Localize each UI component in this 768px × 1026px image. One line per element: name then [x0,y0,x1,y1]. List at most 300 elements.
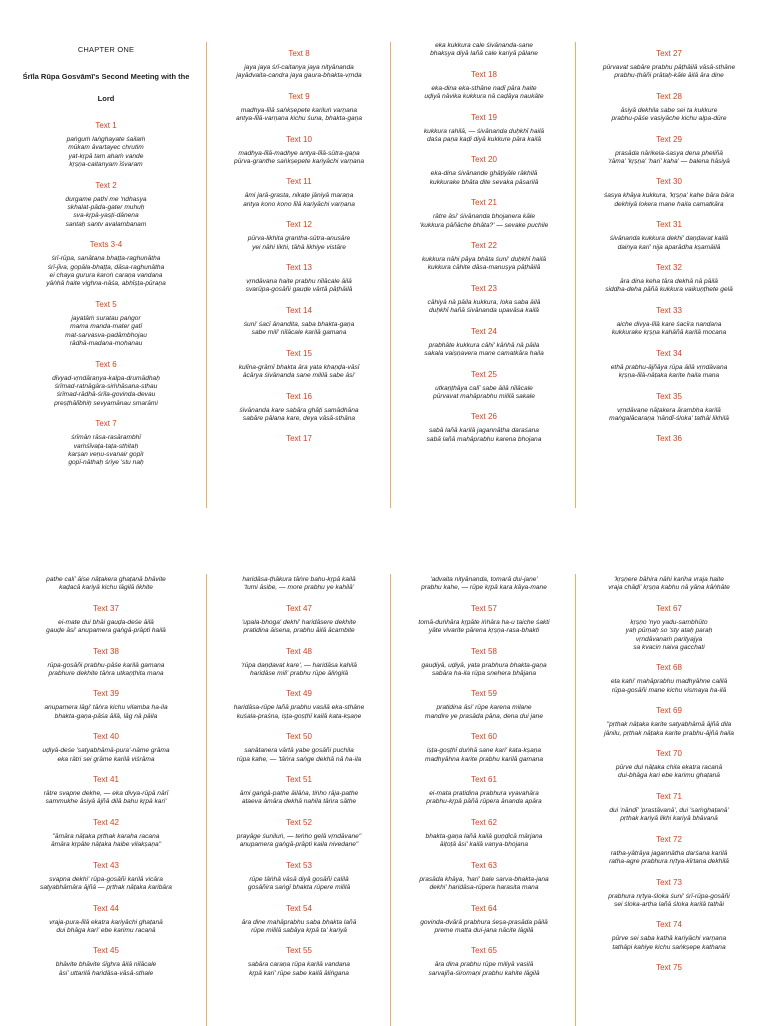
verse-line: pūrve dui nāṭaka chila ekatra racanā [615,764,723,772]
verse-line: prasāda nārikela-śasya dena pheliñā [615,149,723,157]
text-number-heading: Text 34 [656,348,682,358]
text-column [16,572,196,1024]
verse-line: ei-mata pratidina prabhura vyavahāra [429,790,539,798]
text-number-heading: Text 62 [471,817,497,827]
verse-line: dui-bhāga kari ebe karimu ghaṭanā [618,772,720,780]
verse-line: 'rūpa daṇḍavat kare', — haridāsa kahilā [241,661,357,669]
verse-line: kukkurake kṛṣṇa kahāñā karilā mocana [611,329,727,337]
verse-line: daśa paṇa kaḍi diyā kukkure pāra kailā [427,136,541,144]
verse-line: tathāpi kahiye kichu saṅkṣepe kathana [612,943,726,951]
verse-line: bhakta-gaṇa lañā kailā guṇḍicā mārjana [425,832,543,840]
column-divider [390,42,391,508]
verse-line: kṛṣṇa-līlā-nāṭaka karite haila mana [618,372,720,380]
text-number-heading: Text 41 [93,775,119,785]
verse-line: kulīna-grāmī bhakta āra yata khaṇḍa-vāsī [238,363,360,371]
text-number-heading: Text 5 [95,299,117,309]
verse-block [399,170,569,187]
text-number-heading: Text 28 [656,91,682,101]
text-number-heading: Text 11 [286,177,312,187]
verse-block [399,961,569,978]
text-number-heading: Text 16 [286,391,312,401]
verse-line: santaḥ santv avalambanam [65,220,147,228]
verse-block [20,876,192,893]
verse-block [214,192,384,209]
verse-line: tomā-duṅhāra kṛpāte iṅhāra ha-u taiche śakti [418,618,550,626]
verse-line: kukkura cāhite dāsa-manuṣya pāṭhāilā [427,264,541,272]
verse-line: prasāda khāya, 'hari' bale sarva-bhakta-jana [419,875,549,883]
text-number-heading: Text 35 [656,391,682,401]
verse-continuation [399,576,569,593]
verse-line: āmi jarā-grasta, nikaṭe jāniyā maraṇa [244,192,354,200]
verse-line: kukkura nāhi pāya bhāta śuni' duḥkhī hailā [421,256,547,264]
verse-line: antya kono kono līlā kariyāchi varṇana [243,200,355,208]
verse-line: śasya khāya kukkura, 'kṛṣṇa' kahe bāra bāra [603,192,735,200]
text-number-heading: Texts 3-4 [89,240,123,250]
verse-line: pūrvavat sabāre prabhu pāṭhāilā vāsā-sthāne [602,64,736,71]
verse-line: rūpa-gosāñi mane kichu vismaya ha-ilā [611,686,727,694]
verse-continuation [214,576,384,593]
verse-block [399,662,569,679]
verse-line: rūpa kahe, — 'tāṅra saṅge dekhā nā ha-ila [236,755,362,763]
verse-line: pratidina āisena, prabhu āilā ācambite [243,627,355,635]
verse-line: yat-kṛpā tam ahaṁ vande [68,152,144,160]
verse-line: prayāge śuniluṅ, — teṅho gelā vṛndāvane" [236,832,362,840]
column-divider [206,574,207,1026]
text-number-heading: Text 74 [656,920,682,930]
verse-line: 'kṛṣṇere bāhira nāhi kariha vraja haite [614,576,724,583]
verse-line: pratidina āsi' rūpe karena milane [436,704,532,712]
text-number-heading: Text 8 [288,49,310,58]
column-divider [390,574,391,1026]
text-number-heading: Text 42 [93,817,119,827]
text-number-heading: Text 32 [656,263,682,273]
text-number-heading: Text 21 [471,198,497,208]
verse-line: 'advaita nityānanda, tomarā dui-jane' [430,576,538,583]
text-number-heading: Text 60 [471,732,497,742]
verse-line: prabhāte kukkura cāhi' kāṅhā nā pāila [428,341,540,349]
verse-block [214,704,384,721]
verse-block [399,299,569,316]
verse-block [214,919,384,936]
verse-block [214,150,384,167]
text-number-heading: Text 13 [286,263,312,273]
text-number-heading: Text 70 [656,749,682,759]
verse-continuation [584,576,754,593]
verse-line: kṛṣṇa-caitanyam īśvaram [69,161,143,169]
verse-line: prabhu-kṛpā pāñā rūpera ānanda apāra [426,798,542,806]
text-number-heading: Text 29 [656,134,682,144]
verse-line: śrī-jīva, gopāla-bhaṭṭa, dāsa-raghunātha [47,263,165,271]
verse-line: eka-dina eka-sthāne nadī pāra haite [431,84,537,92]
verse-line: duḥkhī hañā śivānanda upavāsa kailā [429,307,539,315]
verse-line: eka kukkura cale śivānanda-sane [435,42,533,49]
verse-block [399,704,569,721]
verse-block [399,342,569,359]
verse-line: vraja chāḍi' kṛṣṇa kabhu nā yāna kāṅhāte [608,584,730,592]
verse-line: gauḍe āsi' anupamera gaṅgā-prāpti hailā [46,627,166,635]
text-number-heading: Text 9 [288,91,310,101]
verse-line: haridāsa-ṭhākura tāṅre bahu-kṛpā kailā [242,576,356,583]
verse-line: sabāra caraṇa rūpa karilā vandana [248,961,350,969]
verse-block [399,747,569,764]
text-number-heading: Text 71 [656,791,682,801]
verse-line: 'rāma' 'kṛṣṇa' 'hari' kaha' — balena hāsiyā [608,158,730,166]
verse-block [584,764,754,781]
text-number-heading: Text 10 [286,134,312,144]
verse-block [399,833,569,850]
verse-block [214,407,384,424]
verse-block [584,678,754,695]
verse-line: sabā lañā mahāprabhu karena bhojana [426,435,542,443]
verse-line: kṛṣṇo 'nyo yadu-sambhūto [630,618,708,626]
text-number-heading: Text 12 [286,220,312,230]
verse-line: prabhu-pāśe vasiyāche kichu alpa-dūre [611,115,727,123]
text-number-heading: Text 48 [286,646,312,656]
verse-line: dui 'nāndī' 'prastāvanā', dui 'saṁghaṭanā' [609,806,729,814]
verse-line: mandire ye prasāda pāna, dena dui jane [424,712,544,720]
verse-line: eka-dina śivānande ghāṭiyāle rākhilā [430,170,538,178]
verse-line: govinda-dvārā prabhura śeṣa-prasāda pāilā [420,918,548,926]
verse-line: pūrvavat mahāprabhu mililā sakale [433,392,535,400]
verse-line: 'upala-bhoga' dekhi' haridāsere dekhite [241,618,357,626]
verse-line: śuni' śacī ānandita, saba bhakta-gaṇa [243,320,355,328]
text-number-heading: Text 36 [656,434,682,444]
verse-line: āra dina prabhu rūpe miliyā vasilā [434,961,534,969]
chapter-heading: CHAPTER ONE [77,45,135,54]
text-number-heading: Text 52 [286,817,312,827]
verse-line: ethā prabhu-ājñāya rūpa āilā vṛndāvana [610,363,728,371]
verse-block [399,256,569,273]
verse-line: sabāra ha-ila rūpa snehera bhājana [431,670,537,678]
verse-line: śrīmān rāsa-rasārambhī [71,434,141,442]
verse-line: pṛthak kariyā likhi kariyā bhāvanā [620,815,718,823]
verse-line: āsi' uttarilā haridāsa-vāsā-sthale [58,969,154,977]
verse-line: iṣṭa-goṣṭhī duṅhā sane kari' kata-kṣaṇa [426,747,542,755]
verse-line: kukkurake bhāta dite sevaka pāsarilā [429,178,539,186]
text-number-heading: Text 40 [93,732,119,742]
verse-line: satyabhāmāra ājñā — pṛthak nāṭaka karibāra [40,884,172,892]
verse-block [214,235,384,252]
verse-block [584,850,754,867]
verse-line: antya-līlā-varṇana kichu śuna, bhakta-gaṇa [235,115,363,123]
verse-block [214,64,384,81]
verse-line: pathe cali' āise nāṭakera ghaṭanā bhāvite [46,576,166,583]
verse-line: pūrva-likhita grantha-sūtra-anusāre [247,235,351,243]
verse-line: "āmāra nāṭaka pṛthak karaha racana [52,832,160,840]
text-number-heading: Text 23 [471,283,497,293]
text-number-heading: Text 69 [656,706,682,716]
verse-line: sabāre pālana kare, deya vāsā-sthāna [242,414,356,422]
verse-block [399,85,569,102]
verse-block [584,150,754,167]
verse-line: rūpa-gosāñi prabhu-pāśe karilā gamana [47,661,165,669]
verse-block [584,807,754,824]
verse-line: bhakṣya diyā lañā cale kariyā pālane [430,50,538,58]
verse-line: skhalat-pāda-gater muhuḥ [67,204,145,212]
verse-line: dekhi' haridāsa-rūpera harasita mana [429,884,539,892]
text-number-heading: Text 73 [656,877,682,887]
verse-line: dainya kari' nija aparādha kṣamāilā [617,243,721,251]
verse-line: prabhu-ṭhāñi prātaḥ-kāle āilā āra dine [614,72,724,80]
verse-line: mūkam āvartayec chrutim [68,144,144,152]
verse-line: prabhu kahe, — rūpe kṛpā kara kāya-mane [421,584,547,592]
verse-line: madhya-līlā saṅkṣepete kariluṅ varṇana [240,106,358,114]
verse-continuation [20,576,192,593]
verse-line: āmāra kṛpāte nāṭaka haibe vilakṣaṇa" [50,841,162,849]
text-number-heading: Text 1 [95,121,117,130]
text-number-heading: Text 51 [286,775,312,785]
verse-line: eka rātri sei grāme karilā viśrāma [57,755,155,763]
text-number-heading: Text 37 [93,603,119,613]
verse-line: pūrva-granthe saṅkṣepete kariyāchi varṇana [233,158,365,166]
verse-block [399,385,569,402]
verse-line: durgame pathi me 'ndhasya [65,195,147,203]
verse-line: bhāvite bhāvite śīghra āilā nīlācale [55,961,157,969]
verse-line: preme matta dui-jana nācite lāgilā [434,926,534,934]
verse-line: kukkura rahilā, — śivānanda duḥkhī hailā [423,127,545,135]
column-divider [575,574,576,1026]
verse-line: sa kvacin naiva gacchati [633,644,705,652]
verse-line: gosāñira saṅgī bhakta rūpere mililā [247,884,351,892]
top-page [0,38,768,508]
verse-line: aiche divya-līlā kare śacīra nandana [616,320,722,328]
text-column [395,572,573,1024]
verse-line: āsiyā dekhila sabe sei ta kukkure [620,106,718,114]
verse-block [584,278,754,295]
text-number-heading: Text 65 [471,946,497,956]
text-number-heading: Text 2 [95,180,117,190]
verse-block [214,876,384,893]
verse-line: pūrve sei saba kathā kariyāchi varṇana [611,935,727,943]
verse-block [214,833,384,850]
verse-line: gopī-nāthaḥ śriye 'stu naḥ [68,459,144,467]
text-number-heading: Text 43 [93,860,119,870]
verse-line: vaṁśīvaṭa-taṭa-sthitaḥ [73,442,139,450]
text-number-heading: Text 61 [471,775,497,785]
verse-block [214,747,384,764]
verse-block [20,315,192,349]
text-number-heading: Text 18 [471,69,497,79]
verse-block [214,619,384,636]
text-column [210,572,388,1024]
text-number-heading: Text 75 [656,963,682,973]
verse-line: ācārya śivānanda sane mililā sabe āsi' [242,372,356,380]
verse-line: "pṛthak nāṭaka karite satyabhāmā ājñā dila [606,721,732,729]
text-number-heading: Text 6 [95,359,117,369]
text-number-heading: Text 14 [286,305,312,315]
verse-line: vṛndāvana haite prabhu nīlācale āilā [246,278,352,286]
verse-line: jānilu, pṛthak nāṭaka karite prabhu-ājñā haila [604,729,734,737]
verse-block [584,935,754,952]
verse-line: sei śloka-artha lañā śloka karilā tathāi [614,900,724,908]
verse-line: rūpe mililā sabāya kṛpā ta' kariyā [251,926,347,934]
verse-line: dekhiyā lokera mane haila camatkāra [614,200,724,208]
verse-block [214,662,384,679]
verse-block [584,721,754,738]
text-number-heading: Text 68 [656,663,682,673]
text-number-heading: Text 33 [656,305,682,315]
verse-block [399,128,569,145]
verse-block [584,407,754,424]
verse-line: yaḥ pūrṇaḥ so 'sty ataḥ paraḥ [625,627,713,635]
chapter-title: Śrīla Rūpa Gosvāmī's Second Meeting with the Lord [22,72,190,103]
verse-line: rātre svapne dekhe, — eka divya-rūpā nārī [43,790,169,798]
text-number-heading: Text 63 [471,860,497,870]
text-column [580,572,758,1024]
verse-line: śrīmad-rādhā-śrīla-govinda-devau [56,391,156,399]
text-number-heading: Text 7 [95,419,117,429]
verse-line: sva-kṛpā-yaṣṭi-dānena [73,212,139,220]
verse-line: śivānanda kukkura dekhi' daṇḍavat kailā [609,235,729,243]
verse-line: kuśala-praśna, iṣṭa-goṣṭhī kailā kata-kṣaṇe [236,712,362,720]
verse-line: dīvyad-vṛndāraṇya-kalpa-drumādhaḥ [52,374,160,382]
verse-line: kaḍacā kariyā kichu lāgilā likhite [59,584,153,592]
verse-block [584,107,754,124]
verse-block [214,790,384,807]
text-column [16,38,196,508]
verse-line: āra dine mahāprabhu saba bhakta lañā [241,918,357,926]
verse-block [214,364,384,381]
verse-line: yāṅhā haite vighna-nāśa, abhīṣṭa-pūraṇa [46,280,166,288]
verse-line: 'kukkura pāñāche bhāta?' — sevake puchile [419,221,549,229]
verse-block [20,375,192,409]
verse-line: sammukhe āsiyā ājñā dilā bahu kṛpā kari' [45,798,167,806]
text-number-heading: Text 44 [93,903,119,913]
verse-block [20,747,192,764]
verse-block [584,64,754,81]
verse-block [584,192,754,209]
text-number-heading: Text 31 [656,220,682,230]
verse-line: haridāsa-rūpe lañā prabhu vasilā eka-sthāne [233,704,365,712]
text-number-heading: Text 20 [471,155,497,165]
verse-line: rūpe tāṅhā vāsā diyā gosāñi calilā [249,875,349,883]
verse-line: prabhure dekhite tāṅra utkaṇṭhita mana [48,670,164,678]
verse-block [20,272,192,289]
text-number-heading: Text 54 [286,903,312,913]
verse-line: preṣṭhālībhiḥ sevyamānau smarāmi [54,399,158,407]
verse-block [399,876,569,893]
verse-line: sarvajña-śiromaṇi prabhu kahite lāgilā [428,969,540,977]
verse-line: yei nāhi likhi, tāhā likhiye vistāre [252,243,346,251]
verse-line: kṛpā kari' rūpe sabe kailā āliṅgana [249,969,349,977]
verse-line: rādhā-madana-mohanau [69,340,143,348]
verse-line: eta kahi' mahāprabhu madhyāhne calilā [610,678,728,686]
verse-block [399,790,569,807]
text-number-heading: Text 64 [471,903,497,913]
verse-block [20,619,192,636]
verse-line: ratha-agre prabhura nṛtya-kīrtana dekhilā [609,858,729,866]
verse-line: anupamera lāgi' tāṅra kichu vilamba ha-ila [44,704,168,712]
verse-line: dui bhāga kari' ebe karimu racanā [56,926,156,934]
column-divider [575,42,576,508]
verse-block [20,833,192,850]
verse-block [20,662,192,679]
verse-line: svapna dekhi' rūpa-gosāñi karilā vicāra [49,875,163,883]
verse-line: gauḍiyā, uḍiyā, yata prabhura bhakta-gaṇa [421,661,547,669]
column-divider [206,42,207,508]
verse-line: karṣan veṇu-svanair gopīr [68,450,144,458]
text-number-heading: Text 26 [471,412,497,422]
text-number-heading: Text 39 [93,689,119,699]
verse-block [399,619,569,636]
verse-line: maṅgalācaraṇa 'nāndī-śloka' tathāi likhilā [609,414,729,422]
verse-line: svarūpa-gosāñi gauḍe vārtā pāṭhāilā [245,286,353,294]
verse-continuation [399,42,569,59]
verse-block [214,107,384,124]
verse-block [399,427,569,444]
verse-block [20,961,192,978]
verse-line: śrīmad-ratnāgāra-siṁhāsana-sthau [54,382,158,390]
verse-line: ei chaya gurura karoṅ caraṇa vandana [49,272,163,280]
verse-block [584,321,754,338]
verse-block [584,893,754,910]
verse-line: mat-sarvasva-padāmbhojau [65,331,147,339]
text-number-heading: Text 15 [286,348,312,358]
verse-block [584,619,754,653]
verse-line: ratha-yātrāya jagannātha darśana karilā [610,849,728,857]
verse-line: prabhura nṛtya-śloka śuni' śrī-rūpa-gosāñi [608,892,730,900]
text-number-heading: Text 49 [286,689,312,699]
text-column [580,38,758,508]
verse-line: jaya jaya śrī-caitanya jaya nityānanda [244,64,354,71]
text-number-heading: Text 45 [93,946,119,956]
verse-line: cāhiyā nā pāila kukkura, loka saba āilā [427,298,541,306]
verse-line: rātre āsi' śivānanda bhojanera kāle [432,213,536,221]
verse-line: sakala vaiṣṇavera mane camatkāra haila [424,350,544,358]
verse-line: śivānanda kare sabāra ghāṭi samādhāna [239,406,359,414]
text-number-heading: Text 67 [656,603,682,613]
verse-block [584,235,754,252]
text-number-heading: Text 55 [286,946,312,956]
verse-line: āmi gaṅgā-pathe āilāṅa, tiṅho rāja-pathe [239,790,359,798]
text-number-heading: Text 25 [471,369,497,379]
verse-line: vṛndāvanaṁ parityajya [635,635,703,643]
verse-line: utkaṇṭhāya calī' sabe āilā nīlācale [435,384,533,392]
verse-line: madhyāhna karite prabhu karilā gamana [424,755,544,763]
text-number-heading: Text 50 [286,732,312,742]
verse-line: bhakta-gaṇa-pāśa āilā, lāg nā pāila [54,712,158,720]
verse-line: paṅguṁ laṅghayate śailaṁ [66,136,146,143]
text-column [395,38,573,508]
verse-line: mama manda-mater gatī [70,323,142,331]
text-number-heading: Text 59 [471,689,497,699]
bottom-page [0,572,768,1024]
verse-line: siddha-deha pāñā kukkura vaikuṇṭhete gelā [605,286,733,294]
verse-block [399,213,569,230]
verse-block [20,790,192,807]
verse-block [214,961,384,978]
text-number-heading: Text 57 [471,603,497,613]
text-number-heading: Text 24 [471,326,497,336]
text-number-heading: Text 30 [656,177,682,187]
verse-line: ei-mate dui bhāi gauḍa-deśe āilā [58,618,154,626]
verse-block [20,255,192,272]
verse-line: jayatāṁ suratau paṅgor [71,314,141,322]
verse-line: yāte vivarite pārena kṛṣṇa-rasa-bhakti [428,627,540,635]
verse-block [399,919,569,936]
verse-line: ataeva āmāra dekhā nahila tāṅra sāthe [241,798,357,806]
text-number-heading: Text 38 [93,646,119,656]
verse-line: madhya-līlā-madhye antya-līlā-sūtra-gaṇa [238,149,360,157]
text-number-heading: Text 22 [471,241,497,251]
verse-line: āra dina keha tāra dekhā nā pāilā [620,278,718,286]
text-number-heading: Text 19 [471,112,497,122]
verse-line: sabe mili' nīlācale karilā gamana [251,329,347,337]
verse-line: vraja-pura-līlā ekatra kariyāchi ghaṭanā [49,918,163,926]
verse-line: āiṭoṭā āsi' kailā vanya-bhojana [439,841,529,849]
text-number-heading: Text 17 [286,434,312,444]
text-number-heading: Text 58 [471,646,497,656]
